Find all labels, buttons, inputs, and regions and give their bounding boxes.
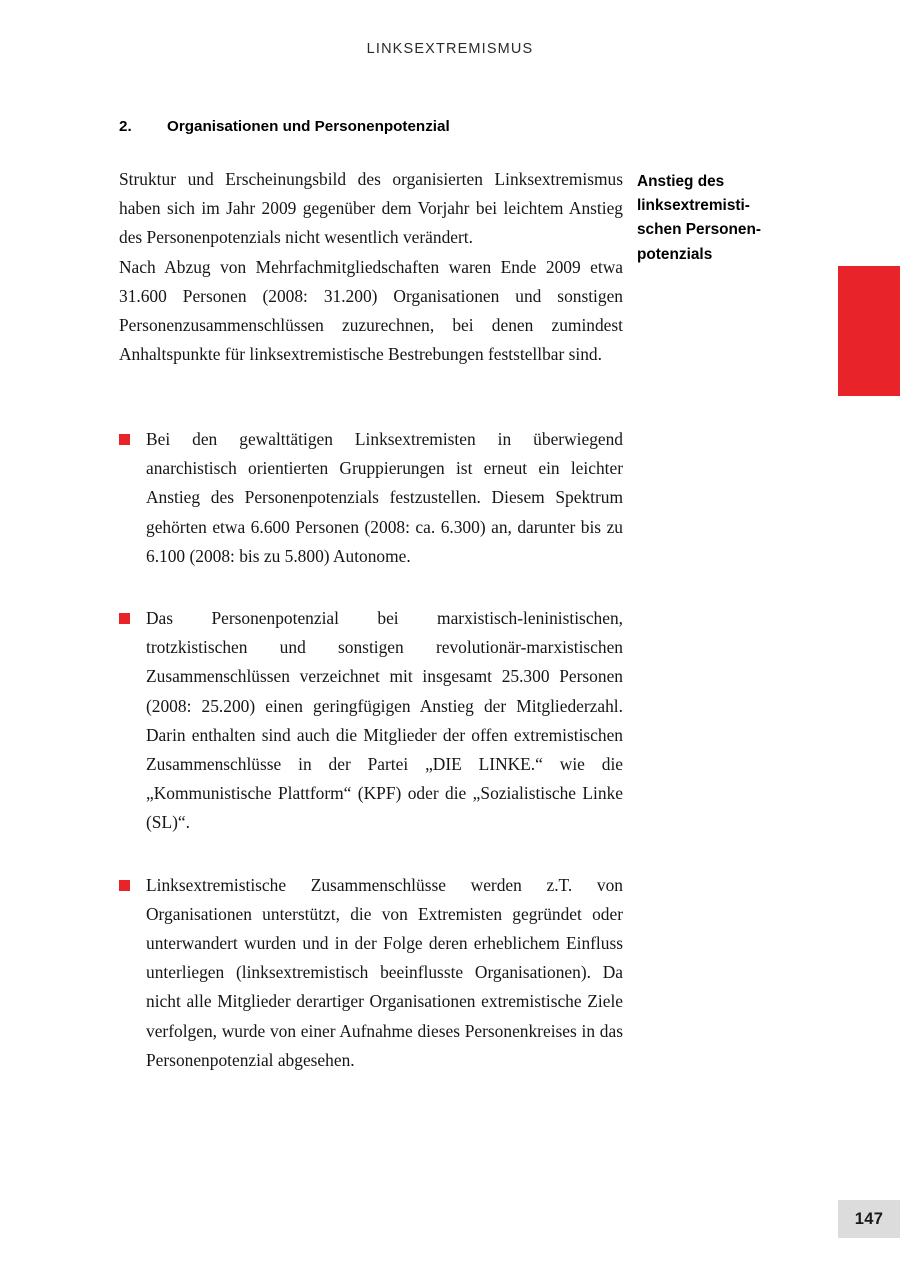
section-title: Organisationen und Personenpotenzial	[167, 118, 450, 135]
square-bullet-icon	[119, 613, 130, 624]
intro-paragraph-1: Struktur und Erscheinungsbild des organisierten Linksextremismus haben sich im Jahr 2009 gegenüber dem Vorjahr bei leichtem Anstieg des Personenpotenzials nicht wesentlich verändert.	[119, 169, 623, 248]
list-item-text: Das Personenpotenzial bei marxistisch-leninistischen, trotzkistischen und sonstigen revolutionär-marxistischen Zusammenschlüssen verzeichnet mit insgesamt 25.300 Personen (2008: 25.200) einen geringfügigen Anstieg der Mitgliederzahl. Darin enthalten sind auch die Mitglieder der offen extremistischen Zusammenschlüsse in der Partei „DIE LINKE.“ wie die „Kommunistische Plattform“ (KPF) oder die „Sozialistische Linke (SL)“.	[146, 608, 623, 833]
section-number: 2.	[119, 118, 132, 135]
intro-paragraph-2: Nach Abzug von Mehrfachmitgliedschaften waren Ende 2009 etwa 31.600 Personen (2008: 31.200) Organisationen und sonstigen Personenzusammenschlüssen zuzurechnen, bei denen zumindest Anhaltspunkte für linksextremistische Bestrebungen feststellbar sind.	[119, 256, 623, 365]
chapter-edge-tab	[838, 266, 900, 396]
list-item	[119, 425, 623, 571]
section-heading	[119, 118, 450, 135]
list-item-text: Linksextremistische Zusammenschlüsse werden z.T. von Organisationen unterstützt, die von Extremisten gegründet oder unterwandert wurden und in der Folge deren erheblichem Einfluss unterliegen (linksextremistisch beeinflusste Organisationen). Da nicht alle Mitglieder derartiger Organisationen extremistische Ziele verfolgen, wurde von einer Aufnahme dieses Personenkreises in das Personenpotenzial abgesehen.	[146, 874, 623, 1070]
running-header: LINKSEXTREMISMUS	[366, 41, 534, 57]
page-number-box	[838, 1200, 900, 1238]
margin-note-line: schen Personen-	[637, 221, 762, 239]
square-bullet-icon	[119, 434, 130, 445]
body-column	[119, 165, 623, 369]
page-number: 147	[854, 1209, 884, 1228]
list-item	[119, 871, 623, 1075]
square-bullet-icon	[119, 880, 130, 891]
bullet-list	[119, 425, 623, 1075]
margin-note	[637, 170, 787, 267]
margin-note-line: potenzials	[637, 245, 713, 263]
list-item-text: Bei den gewalttätigen Linksextremisten in überwiegend anarchistisch orientierten Gruppierungen ist erneut ein leichter Anstieg des Personenpotenzials festzustellen. Diesem Spektrum gehörten etwa 6.600 Personen (2008: ca. 6.300) an, darunter bis zu 6.100 (2008: bis zu 5.800) Autonome.	[146, 429, 623, 566]
list-item	[119, 604, 623, 838]
margin-note-line: linksextremisti-	[637, 197, 750, 215]
margin-note-line: Anstieg des	[637, 173, 725, 190]
